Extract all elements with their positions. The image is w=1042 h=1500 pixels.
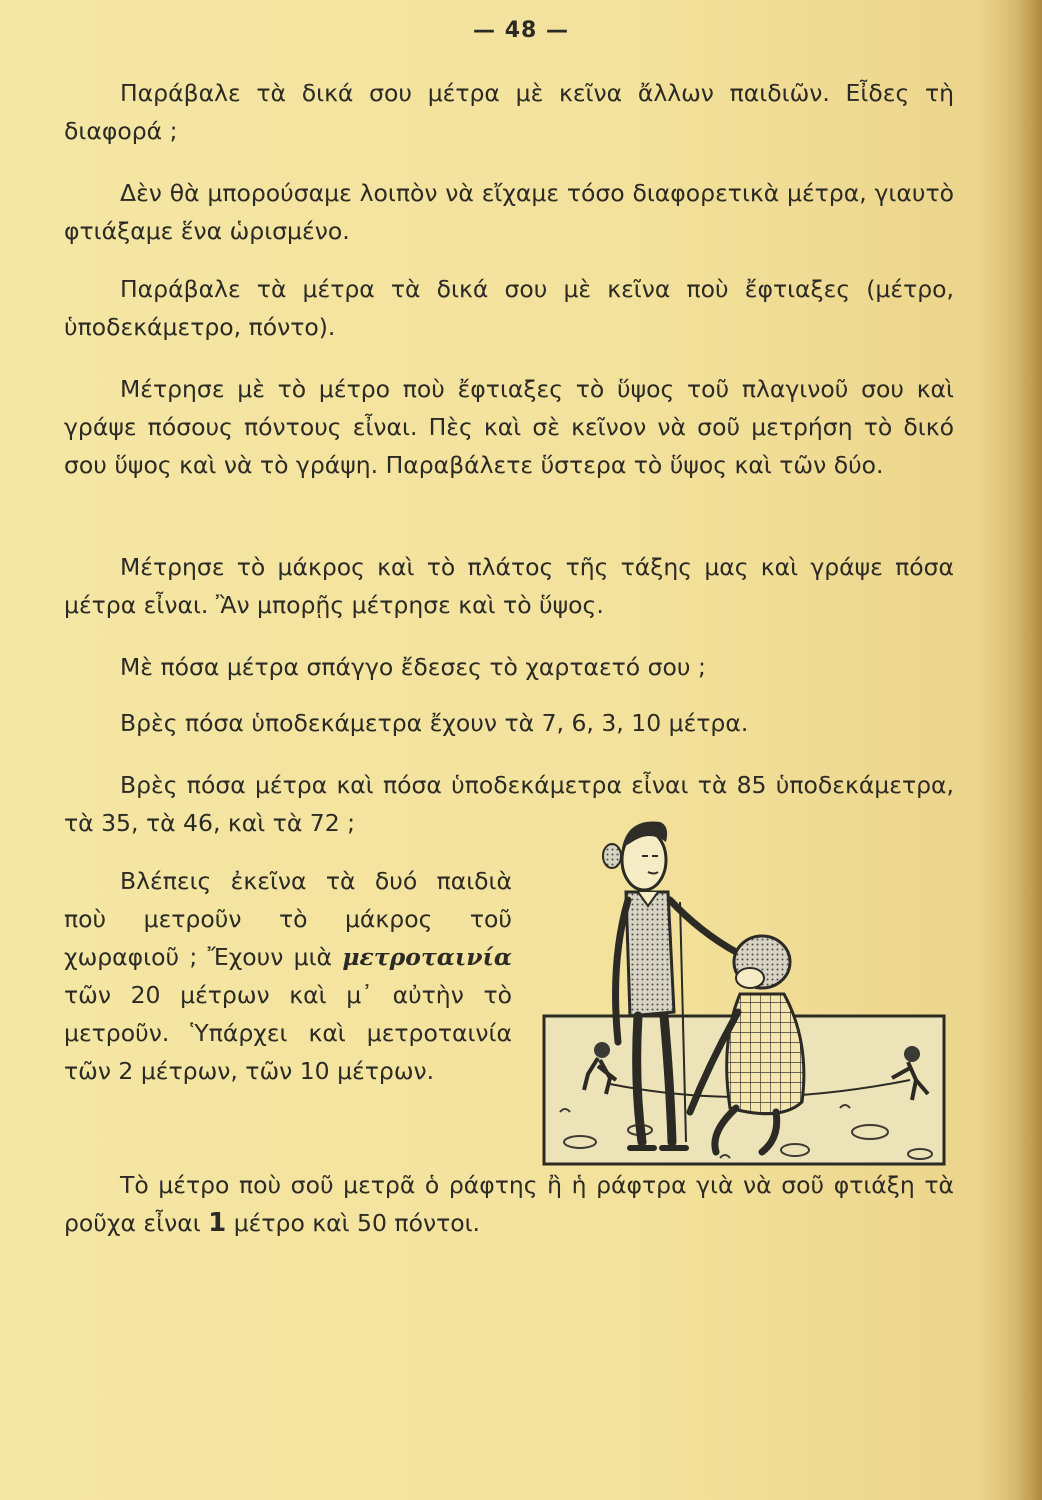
paragraph-2-text: Δὲν θὰ μπορούσαμε λοιπὸν νὰ εἴχαμε τόσο διαφορετικὰ μέτρα, γιαυτὸ φτιάξαμε ἕνα ὡρισμένο. — [64, 179, 954, 245]
paragraph-7 — [64, 704, 954, 742]
paragraph-6-text: Μὲ πόσα μέτρα σπάγγο ἔδεσες τὸ χαρταετό σου ; — [120, 653, 706, 681]
page-edge-shadow — [1014, 0, 1042, 1500]
paragraph-8-text: Βρὲς πόσα μέτρα καὶ πόσα ὑποδεκάμετρα εἶναι τὰ 85 ὑποδεκάμετρα, τὰ 35, τὰ 46, καὶ τὰ 72 ; — [64, 771, 954, 837]
paragraph-9-text-b: τῶν 20 μέτρων καὶ μ᾽ αὐτὴν τὸ μετροῦν. Ὑπάρχει καὶ μετροταινία τῶν 2 μέτρων, τῶν 10 μέτρων. — [64, 981, 512, 1085]
paragraph-4-text: Μέτρησε μὲ τὸ μέτρο ποὺ ἔφτιαξες τὸ ὕψος τοῦ πλαγινοῦ σου καὶ γράψε πόσους πόντους εἶναι. Πὲς καὶ σὲ κεῖνον νὰ σοῦ μετρήση τὸ δικό σου ὕψος καὶ νὰ τὸ γράψη. Παραβάλετε ὕστερα τὸ ὕψος καὶ τῶν δύο. — [64, 375, 954, 479]
paragraph-10-text-a: Τὸ μέτρο ποὺ σοῦ μετρᾶ ὁ ράφτης ἢ ἡ ράφτρα γιὰ νὰ σοῦ φτιάξη τὰ ροῦχα εἶναι — [64, 1171, 954, 1237]
paragraph-5 — [64, 548, 954, 624]
paragraph-9-text-a: Βλέπεις ἐκεῖνα τὰ δυό παιδιὰ ποὺ μετροῦν τὸ μάκρος τοῦ χωραφιοῦ ; Ἔχουν μιὰ — [64, 867, 512, 971]
paragraph-5-text: Μέτρησε τὸ μάκρος καὶ τὸ πλάτος τῆς τάξης μας καὶ γράψε πόσα μέτρα εἶναι. Ἂν μπορῇς μέτρησε καὶ τὸ ὕψος. — [64, 553, 954, 619]
paragraph-10-number: 1 — [208, 1208, 227, 1238]
paragraph-7-text: Βρὲς πόσα ὑποδεκάμετρα ἔχουν τὰ 7, 6, 3, 10 μέτρα. — [120, 709, 749, 737]
paragraph-9-term: μετροταινία — [342, 943, 512, 971]
paragraph-10-text-b: μέτρο καὶ 50 πόντοι. — [233, 1209, 481, 1237]
paragraph-3 — [64, 270, 954, 346]
children-measuring-illustration — [540, 812, 948, 1178]
page-number: — 48 — — [473, 18, 569, 43]
paragraph-3-text: Παράβαλε τὰ μέτρα τὰ δικά σου μὲ κεῖνα ποὺ ἔφτιαξες (μέτρο, ὑποδεκάμετρο, πόντο). — [64, 275, 954, 341]
paragraph-6 — [64, 648, 954, 686]
paragraph-1 — [64, 74, 954, 150]
paragraph-2 — [64, 174, 954, 250]
paragraph-9 — [64, 862, 512, 1090]
paragraph-4 — [64, 370, 954, 484]
paragraph-1-text: Παράβαλε τὰ δικά σου μέτρα μὲ κεῖνα ἄλλων παιδιῶν. Εἶδες τὴ διαφορά ; — [64, 79, 954, 145]
